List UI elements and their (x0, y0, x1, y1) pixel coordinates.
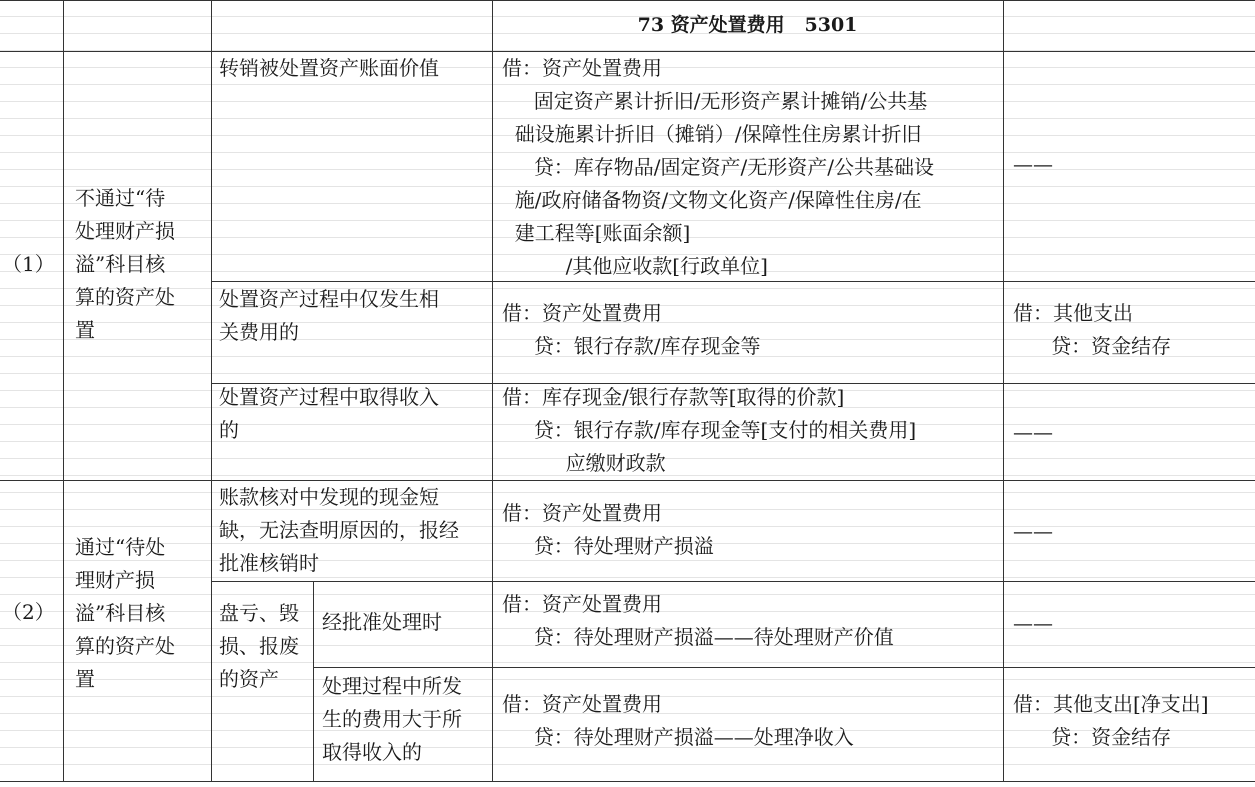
situation-line: 关费用的 (219, 320, 299, 344)
category-line: 置 (75, 318, 95, 342)
entry-text (502, 588, 894, 654)
entry-line: 借：库存现金/银行存款等[取得的价款] (502, 385, 845, 409)
budget-line: 贷：资金结存 (1013, 725, 1172, 749)
rule (492, 0, 493, 782)
entry-line: 础设施累计折旧（摊销）/保障性住房累计折旧 (502, 122, 922, 146)
rule (313, 667, 1255, 668)
budget-line: 借：其他支出 (1013, 301, 1133, 325)
situation-line: 取得收入的 (322, 740, 422, 764)
entry-line: 借：资产处置费用 (502, 301, 662, 325)
budget-none: —— (1013, 519, 1053, 543)
budget-none: —— (1013, 420, 1053, 444)
entry-text (502, 297, 761, 363)
sub-category-line: 盘亏、毁 (219, 601, 299, 625)
section2-category (75, 531, 175, 696)
category-line: 置 (75, 667, 95, 691)
rule (0, 0, 1255, 1)
category-line: 不通过“待 (75, 186, 166, 210)
entry-text (502, 688, 854, 754)
situation-text: 转销被处置资产账面价值 (219, 56, 439, 80)
situation-line: 的 (219, 418, 239, 442)
table-title: 73 资产处置费用 5301 (637, 14, 858, 36)
sub-category-line: 损、报废 (219, 634, 299, 658)
rule (1003, 0, 1004, 782)
entry-line: 借：资产处置费用 (502, 501, 662, 525)
entry-line: 借：资产处置费用 (502, 592, 662, 616)
situation-line: 生的费用大于所 (322, 707, 462, 731)
budget-none: —— (1013, 152, 1053, 176)
situation-line: 处置资产过程中取得收入 (219, 385, 439, 409)
budget-entry (1013, 688, 1209, 754)
rule (211, 581, 1255, 582)
situation-line: 处理过程中所发 (322, 674, 462, 698)
situation-line: 处置资产过程中仅发生相 (219, 287, 439, 311)
entry-line: 借：资产处置费用 (502, 692, 662, 716)
budget-line: 贷：资金结存 (1013, 334, 1172, 358)
entry-text (502, 497, 714, 563)
section-number: （1） (2, 252, 55, 276)
situation-text (219, 283, 439, 349)
entry-line: 贷：待处理财产损溢——待处理财产价值 (502, 625, 894, 649)
section1-category (75, 182, 175, 347)
entry-line: 应缴财政款 (502, 451, 666, 475)
situation-line: 缺，无法查明原因的，报经 (219, 518, 459, 542)
entry-line: 贷：银行存款/库存现金等 (502, 334, 761, 358)
sub-category (219, 597, 299, 696)
category-line: 算的资产处 (75, 285, 175, 309)
rule (211, 0, 212, 782)
entry-line: 固定资产累计折旧/无形资产累计摊销/公共基 (502, 89, 928, 113)
category-line: 处理财产损 (75, 219, 175, 243)
entry-line: 贷：库存物品/固定资产/无形资产/公共基础设 (502, 155, 935, 179)
entry-line: 建工程等[账面余额] (502, 221, 691, 245)
entry-line: 施/政府储备物资/文物文化资产/保障性住房/在 (502, 188, 922, 212)
budget-line: 借：其他支出[净支出] (1013, 692, 1209, 716)
budget-none: —— (1013, 611, 1053, 635)
category-line: 算的资产处 (75, 634, 175, 658)
rule (313, 581, 314, 782)
entry-text (502, 52, 934, 283)
section-number: （2） (2, 600, 55, 624)
situation-text (219, 481, 459, 580)
situation-text: 经批准处理时 (322, 610, 442, 634)
situation-text (322, 670, 462, 769)
situation-line: 批准核销时 (219, 551, 319, 575)
situation-line: 账款核对中发现的现金短 (219, 485, 439, 509)
rule (0, 480, 1255, 481)
entry-line: 借：资产处置费用 (502, 56, 662, 80)
rule (63, 0, 64, 782)
entry-line: 贷：待处理财产损溢——处理净收入 (502, 725, 854, 749)
situation-text (219, 381, 439, 447)
category-line: 溢”科目核 (75, 252, 166, 276)
entry-line: 贷：银行存款/库存现金等[支付的相关费用] (502, 418, 917, 442)
sub-category-line: 的资产 (219, 667, 279, 691)
category-line: 理财产损 (75, 568, 155, 592)
budget-entry (1013, 297, 1171, 363)
entry-line: /其他应收款[行政单位] (502, 254, 768, 278)
entry-line: 贷：待处理财产损溢 (502, 534, 714, 558)
entry-text (502, 381, 916, 480)
rule (0, 781, 1255, 782)
category-line: 通过“待处 (75, 535, 166, 559)
category-line: 溢”科目核 (75, 601, 166, 625)
